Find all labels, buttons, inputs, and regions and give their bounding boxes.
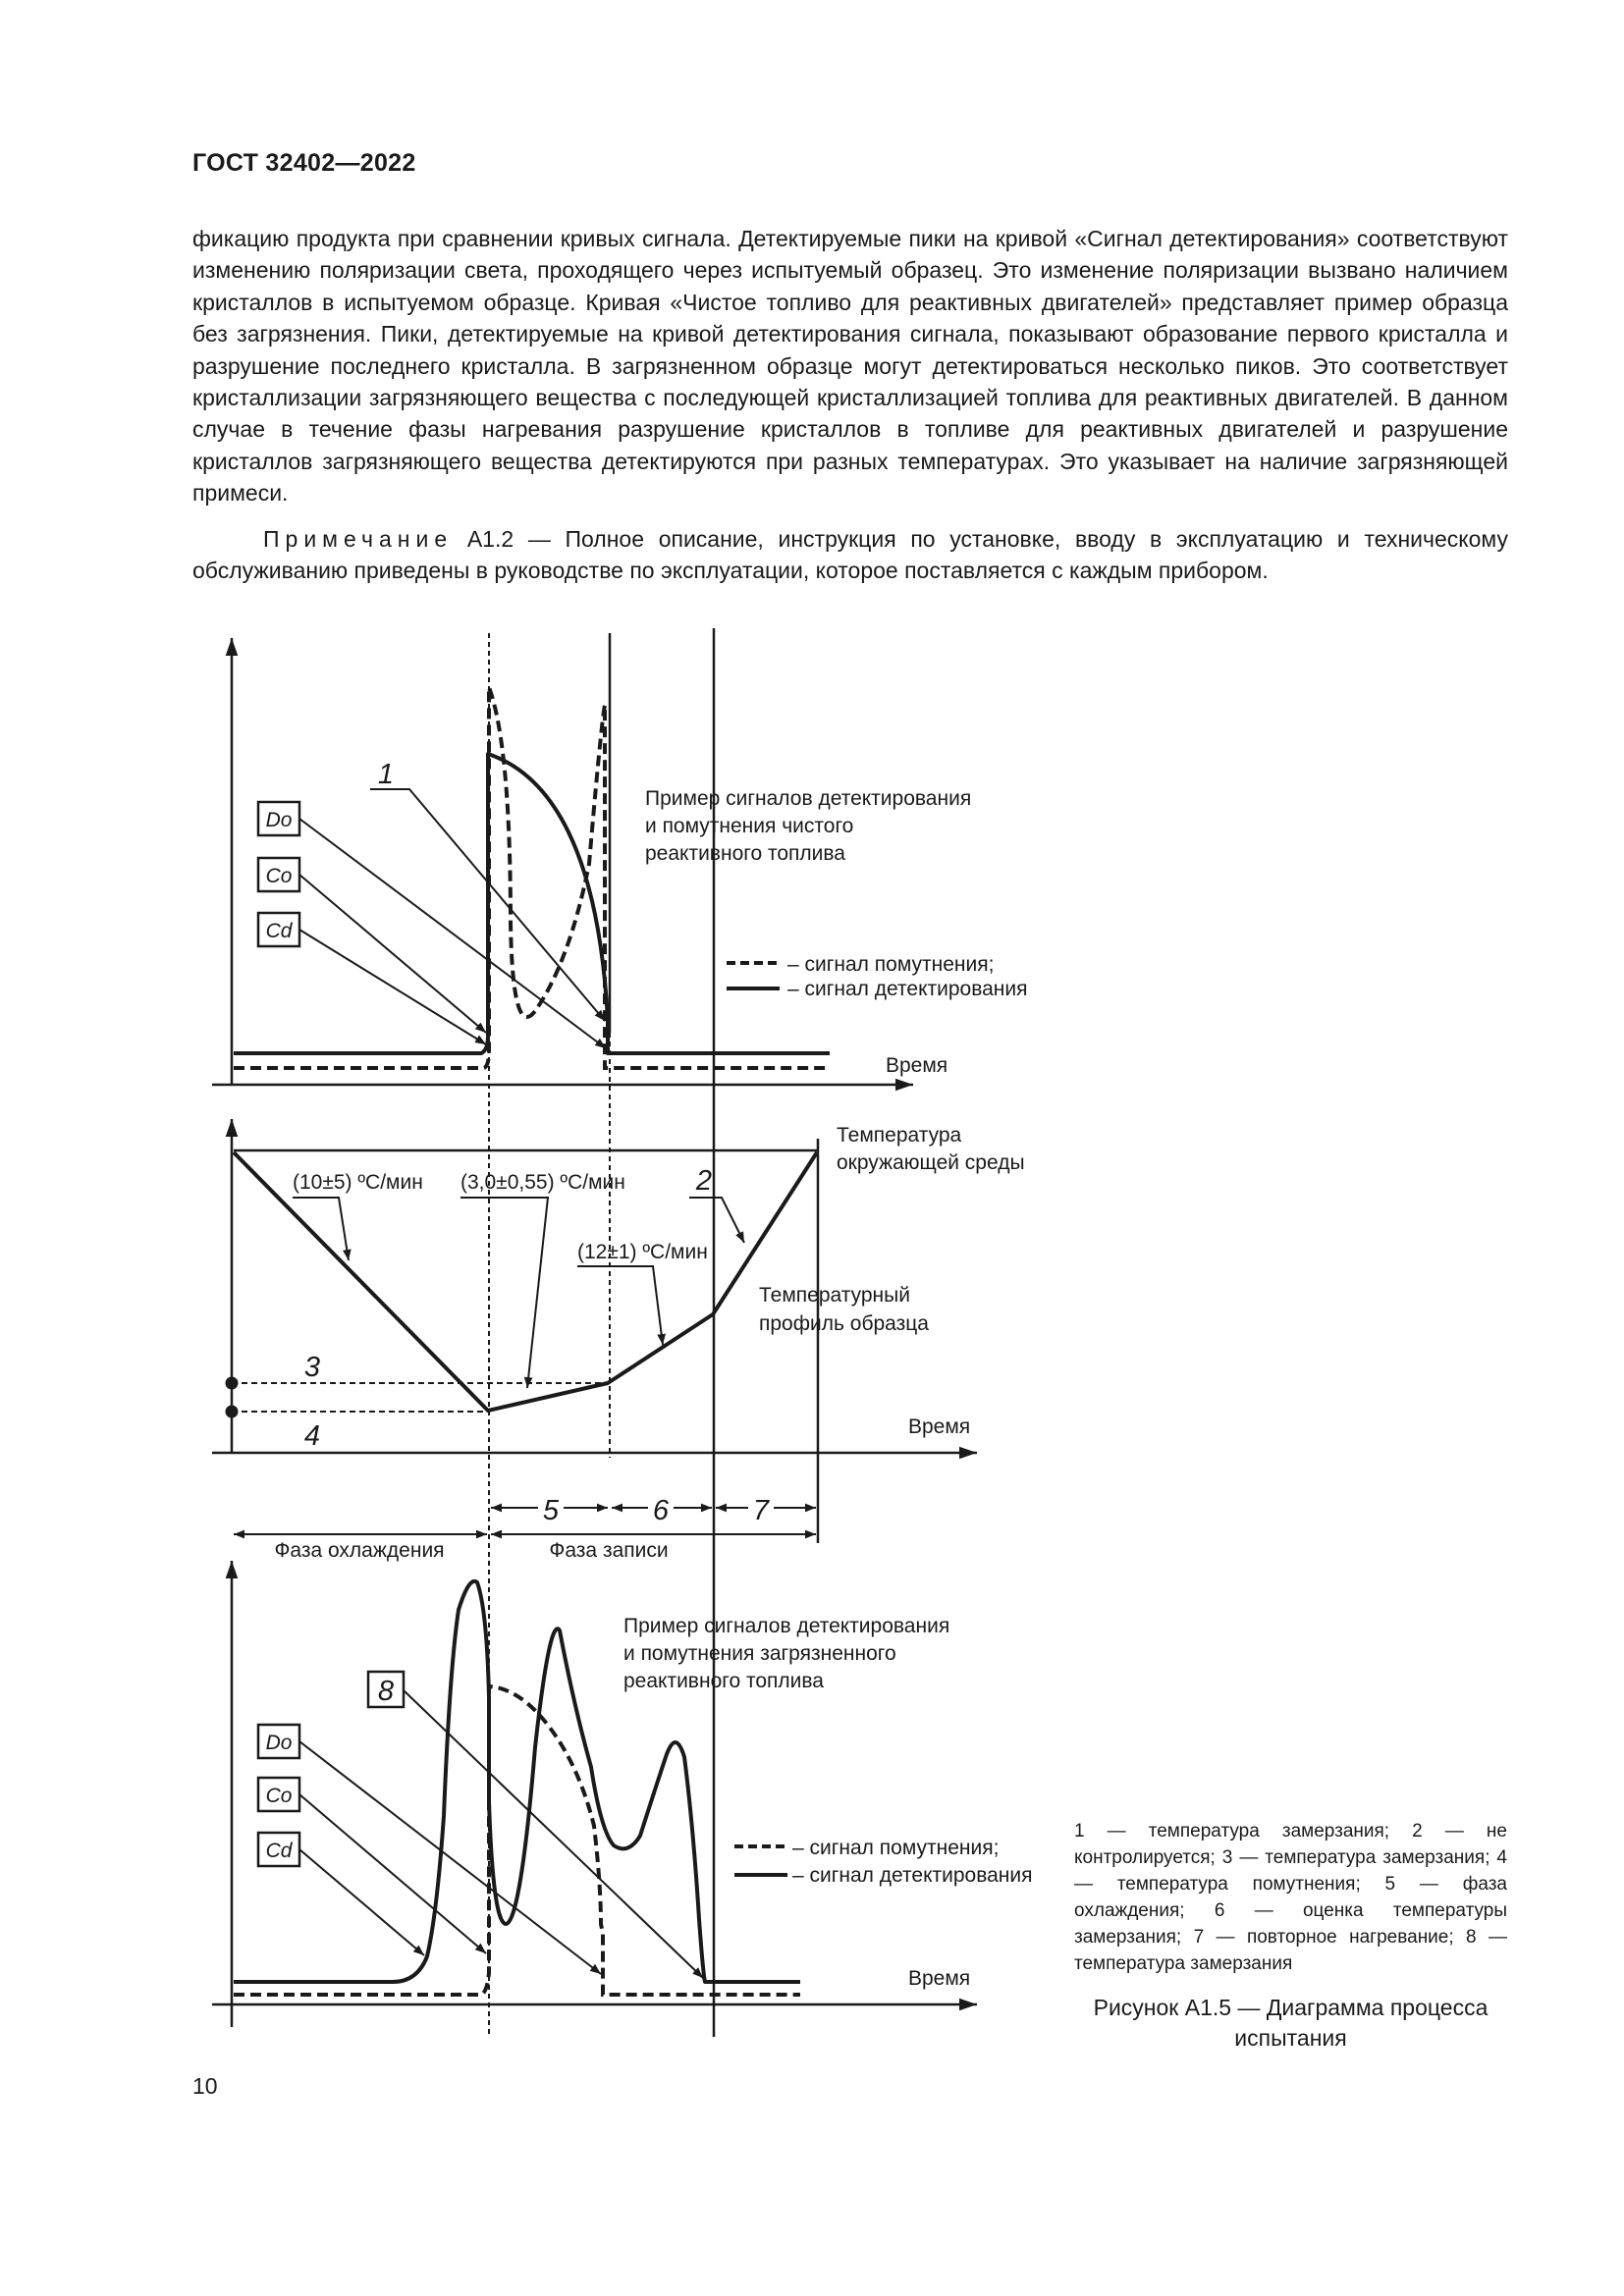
figure-legend: 1 — температура замерзания; 2 — не контролируется; 3 — температура замерзания; 4 — температура помутнения; 5 — фаза охлаждения; 6 — оценка температуры замерзания; 7 — повторное нагревание; 8 — температура замерзания	[1074, 1821, 1507, 1974]
body-paragraph: фикацию продукта при сравнении кривых сигнала. Детектируемые пики на кривой «Сигнал детектирования» соответствуют изменению поляризации света, проходящего через испытуемый образец. Это изменение поляризации вызвано наличием кристаллов в испытуемом образце. Кривая «Чистое топливо для реактивных двигателей» представляет пример образца без загрязнения. Пики, детектируемые на кривой детектирования сигнала, показывают образование первого кристалла и разрушение последнего кристалла. В загрязненном образце могут детектироваться несколько пиков. Это соответствует кристаллизации загрязняющего вещества с последующей кристаллизацией топлива для реактивных двигателей. В данном случае в течение фазы нагревания разрушение кристаллов в топливе для реактивных двигателей и разрушение кристаллов загрязняющего вещества детектируются при разных температурах. Это указывает на наличие загрязняющей примеси.	[192, 226, 1508, 507]
bottom-box-do-label: Do	[265, 1732, 293, 1754]
rate-cooling-leader	[293, 1198, 349, 1260]
phase-5-number: 5	[542, 1495, 560, 1526]
level-4-marker	[226, 1406, 239, 1418]
figure-caption-line1: Рисунок А1.5 — Диаграмма процесса	[1093, 1995, 1489, 2020]
middle-panel	[212, 1119, 1025, 1453]
bottom-box-cd-label: Cd	[265, 1840, 293, 1862]
level-3-marker	[226, 1377, 239, 1390]
top-panel-title-line1: Пример сигналов детектирования	[645, 787, 972, 810]
bottom-panel-title-line1: Пример сигналов детектирования	[623, 1615, 950, 1637]
note-text: А1.2 — Полное описание, инструкция по установке, вводу в эксплуатацию и техническому обслуживанию приведены в руководстве по эксплуатации, которое поставляется с каждым прибором.	[192, 526, 1508, 584]
ambient-label-line2: окружающей среды	[837, 1151, 1025, 1174]
bottom-panel-title-line2: и помутнения загрязненного	[623, 1642, 896, 1665]
top-legend-cloud: – сигнал помутнения;	[787, 953, 995, 976]
top-pointer-co	[299, 875, 486, 1033]
bottom-panel	[212, 1561, 1033, 2027]
bottom-legend-cloud: – сигнал помутнения;	[792, 1837, 1000, 1859]
rate-heating-leader	[577, 1266, 663, 1345]
cooling-phase-label: Фаза охлаждения	[274, 1539, 445, 1562]
page-number: 10	[192, 2073, 218, 2099]
figure-caption-line2: испытания	[1234, 2025, 1347, 2051]
callout-1: 1	[377, 759, 395, 790]
bottom-axis-label: Время	[908, 1967, 971, 1990]
rate-recording-leader	[460, 1198, 548, 1388]
bottom-pointer-cd	[299, 1849, 424, 1955]
phase-band	[234, 1508, 816, 1534]
top-box-do-label: Do	[265, 809, 293, 831]
callout-8: 8	[377, 1676, 395, 1707]
recording-phase-label: Фаза записи	[549, 1539, 669, 1562]
bottom-cloud-signal	[234, 1686, 800, 1995]
phase-7-number: 7	[752, 1495, 770, 1526]
callout-4: 4	[303, 1420, 321, 1452]
document-header: ГОСТ 32402—2022	[192, 149, 416, 177]
profile-label-line1: Температурный	[759, 1284, 910, 1307]
bottom-legend-detection: – сигнал детектирования	[792, 1864, 1033, 1887]
bottom-panel-title-line3: реактивного топлива	[623, 1670, 824, 1692]
rate-heating-label: (12±1) ºС/мин	[577, 1241, 708, 1263]
note-label: Примечание	[263, 526, 454, 552]
callout-2-leader	[689, 1198, 744, 1243]
bottom-pointer-do	[299, 1741, 601, 1974]
callout-2: 2	[695, 1165, 713, 1197]
rate-recording-label: (3,0±0,55) ºС/мин	[460, 1171, 625, 1194]
top-axis-label: Время	[886, 1054, 948, 1077]
top-box-co-label: Co	[265, 865, 293, 887]
top-panel	[212, 638, 1028, 1085]
top-pointer-cd	[299, 930, 486, 1044]
top-panel-title-line3: реактивного топлива	[645, 842, 845, 865]
top-box-cd-label: Cd	[265, 920, 293, 942]
top-panel-title-line2: и помутнения чистого	[645, 815, 854, 837]
top-cloud-signal	[234, 687, 830, 1068]
top-pointer-do	[299, 819, 606, 1048]
profile-label-line2: профиль образца	[759, 1312, 929, 1335]
bottom-box-co-label: Co	[265, 1785, 293, 1807]
top-legend-detection: – сигнал детектирования	[787, 978, 1028, 1000]
ambient-label-line1: Температура	[837, 1124, 962, 1147]
figure-caption	[1074, 1993, 1507, 2054]
rate-cooling-label: (10±5) ºС/мин	[293, 1171, 423, 1194]
callout-3: 3	[303, 1352, 321, 1383]
phase-6-number: 6	[652, 1495, 670, 1526]
mid-axis-label: Время	[908, 1415, 971, 1438]
